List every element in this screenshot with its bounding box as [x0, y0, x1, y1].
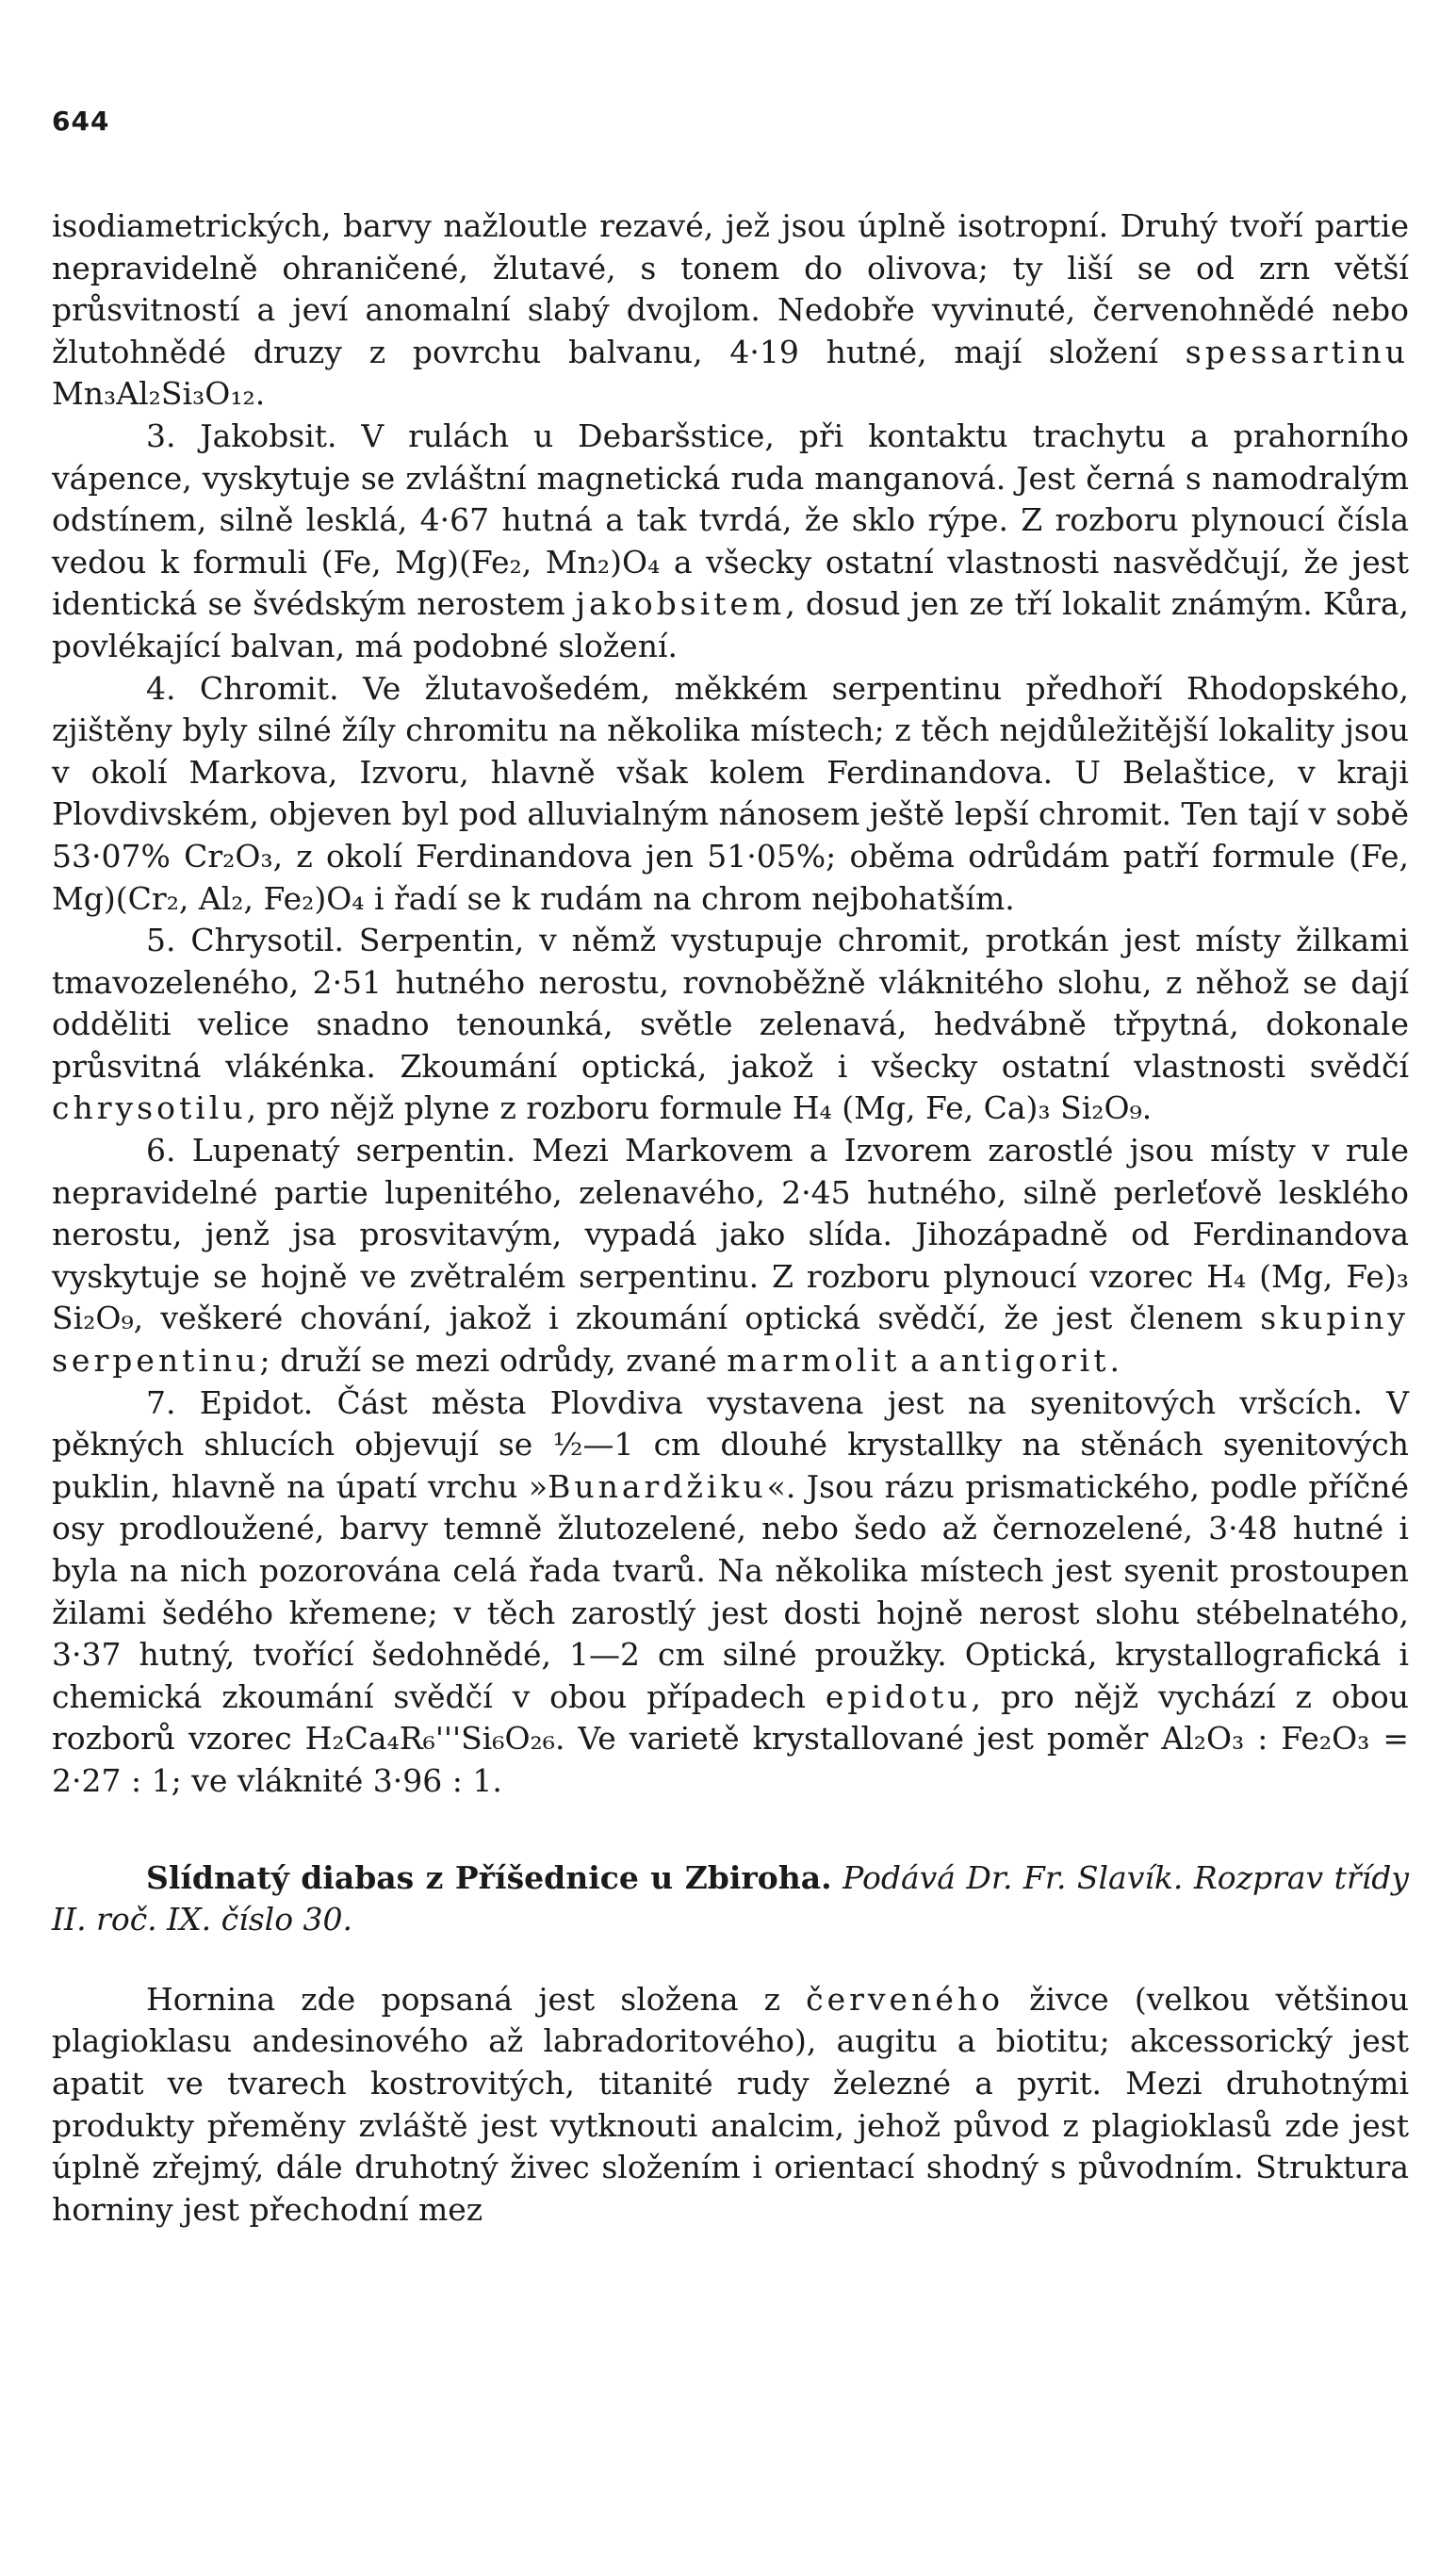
paragraph-text: ; druží se mezi odrůdy, zvané [259, 1342, 728, 1380]
paragraph-text: a [900, 1342, 940, 1380]
paragraph-text: . [1109, 1342, 1120, 1380]
paragraph-text: 3. Jakobsit. V rulách u Debaršstice, při kontaktu trachytu a prahorního vápence, vyskytuje se zvláštní magnetická ruda manganová. Jest černá s namodralým odstínem, silně lesklá, 4·67 hutná a tak tvrdá, že sklo rýpe. Z rozboru plynoucí čísla vedou k formuli (Fe, Mg)(Fe₂, Mn₂)O₄ a všecky ostatní vlastnosti nasvědčují, že jest identická se švédským nerostem [52, 417, 1409, 623]
place-term: Bunardžiku [548, 1467, 767, 1505]
paragraph-chromit [52, 668, 1409, 921]
text-column [52, 205, 1409, 2231]
article-heading [52, 1857, 1409, 1941]
page-number: 644 [52, 106, 110, 137]
heading-gap [52, 1941, 1409, 1979]
mineral-term: antigorit [939, 1342, 1110, 1380]
emphasis-term: červeného [806, 1980, 1004, 2018]
paragraph-text: «. Jsou rázu prismatického, podle příčné osy prodloužené, barvy temně žlutozelené, nebo šedo až černozelené, 3·48 hutné i byla na nich pozorována celá řada tvarů. Na několika místech jest syenit prostoupen žilami šedého křemene; v těch zarostlý jest dosti hojně nerost slohu stébelnatého, 3·37 hutný, tvořící šedohnědé, 1—2 cm silné proužky. Optická, krystallografická i chemická zkoumání svědčí v obou případech [52, 1467, 1409, 1715]
formula: Mn₃Al₂Si₃O₁₂. [52, 375, 266, 413]
paragraph-text: 5. Chrysotil. Serpentin, v němž vystupuje chromit, protkán jest místy žilkami tmavozeleného, 2·51 hutného nerostu, rovnoběžně vláknitého slohu, z něhož se dají odděliti velice snadno tenounká, světle zelenavá, hedvábně třpytná, dokonale průsvitná vlákénka. Zkoumání optická, jakož i všecky ostatní vlastnosti svědčí [52, 922, 1409, 1085]
mineral-term: chrysotilu [52, 1089, 247, 1127]
paragraph-text: živce (velkou většinou plagioklasu andesinového až labradoritového), augitu a biotitu; akcessorický jest apatit ve tvarech kostrovitých, titanité rudy železné a pyrit. Mezi druhotnými produkty přeměny zvláště jest vytknouti analcim, jehož původ z plagioklasů zde jest úplně zřejmý, dále druhotný živec složením i orientací shodný s původním. Struktura horniny jest přechodní mez [52, 1980, 1409, 2228]
paragraph-chrysotil [52, 920, 1409, 1130]
mineral-term: spessartinu [1185, 333, 1409, 370]
mineral-term: jakobsitem [575, 585, 786, 623]
paragraph-text: , pro nějž vychází z obou rozborů vzorec H₂Ca₄R₆'''Si₆O₂₆. Ve varietě krystallované jest poměr Al₂O₃ : Fe₂O₃ = 2·27 : 1; ve vláknité 3·96 : 1. [52, 1677, 1409, 1799]
paragraph-text: 6. Lupenatý serpentin. Mezi Markovem a Izvorem zarostlé jsou místy v rule nepravidelné partie lupenitého, zelenavého, 2·45 hutného, silně perleťově lesklého nerostu, jenž jsa prosvitavým, vypadá jako slída. Jihozápadně od Ferdinandova vyskytuje se hojně ve zvětralém serpentinu. Z rozboru plynoucí vzorec H₄ (Mg, Fe)₃ Si₂O₉, veškeré chování, jakož i zkoumání optická svědčí, že jest členem [52, 1132, 1409, 1337]
article-title: Slídnatý diabas z Příšednice u Zbiroha. [146, 1858, 832, 1896]
mineral-term: epidotu [825, 1677, 972, 1715]
paragraph-text: 4. Chromit. Ve žlutavošedém, měkkém serpentinu předhoří Rhodopského, zjištěny byly silné žíly chromitu na několika místech; z těch nejdůležitější lokality jsou v okolí Markova, Izvoru, hlavně však kolem Ferdinandova. U Belaštice, v kraji Plovdivském, objeven byl pod alluvialným nánosem ještě lepší chromit. Ten tají v sobě 53·07% Cr₂O₃, z okolí Ferdinandova jen 51·05%; oběma odrůdám patří formule (Fe, Mg)(Cr₂, Al₂, Fe₂)O₄ i řadí se k rudám na chrom nejbohatším. [52, 669, 1409, 917]
section-divider-space [52, 1803, 1409, 1857]
paragraph-jakobsit [52, 416, 1409, 668]
paragraph-text: Hornina zde popsaná jest složena z [146, 1980, 807, 2018]
mineral-term: marmolit [727, 1342, 901, 1380]
paragraph-garnet [52, 205, 1409, 416]
paragraph-serpentin [52, 1130, 1409, 1382]
mineral-term: skupiny serpentinu [52, 1300, 1409, 1380]
paragraph-epidot [52, 1382, 1409, 1803]
article-source: Podává Dr. Fr. Slavík. Rozprav třídy II. roč. IX. číslo 30. [52, 1858, 1409, 1938]
paragraph-text: isodiametrických, barvy nažloutle rezavé, jež jsou úplně isotropní. Druhý tvoří partie nepravidelně ohraničené, žlutavé, s tonem do olivova; ty liší se od zrn větší průsvitností a jeví anomalní slabý dvojlom. Nedobře vyvinuté, červenohnědé nebo žlutohnědé druzy z povrchu balvanu, 4·19 hutné, mají složení [52, 207, 1409, 370]
paragraph-text: 7. Epidot. Část města Plovdiva vystavena jest na syenitových vršcích. V pěkných shlucích objevují se ½—1 cm dlouhé krystallky na stěnách syenitových puklin, hlavně na úpatí vrchu » [52, 1383, 1409, 1505]
paragraph-diabas [52, 1979, 1409, 2232]
paragraph-text: , dosud jen ze tří lokalit známým. Kůra, povlékající balvan, má podobné složení. [52, 585, 1409, 664]
paragraph-text: , pro nějž plyne z rozboru formule H₄ (Mg, Fe, Ca)₃ Si₂O₉. [246, 1089, 1153, 1127]
